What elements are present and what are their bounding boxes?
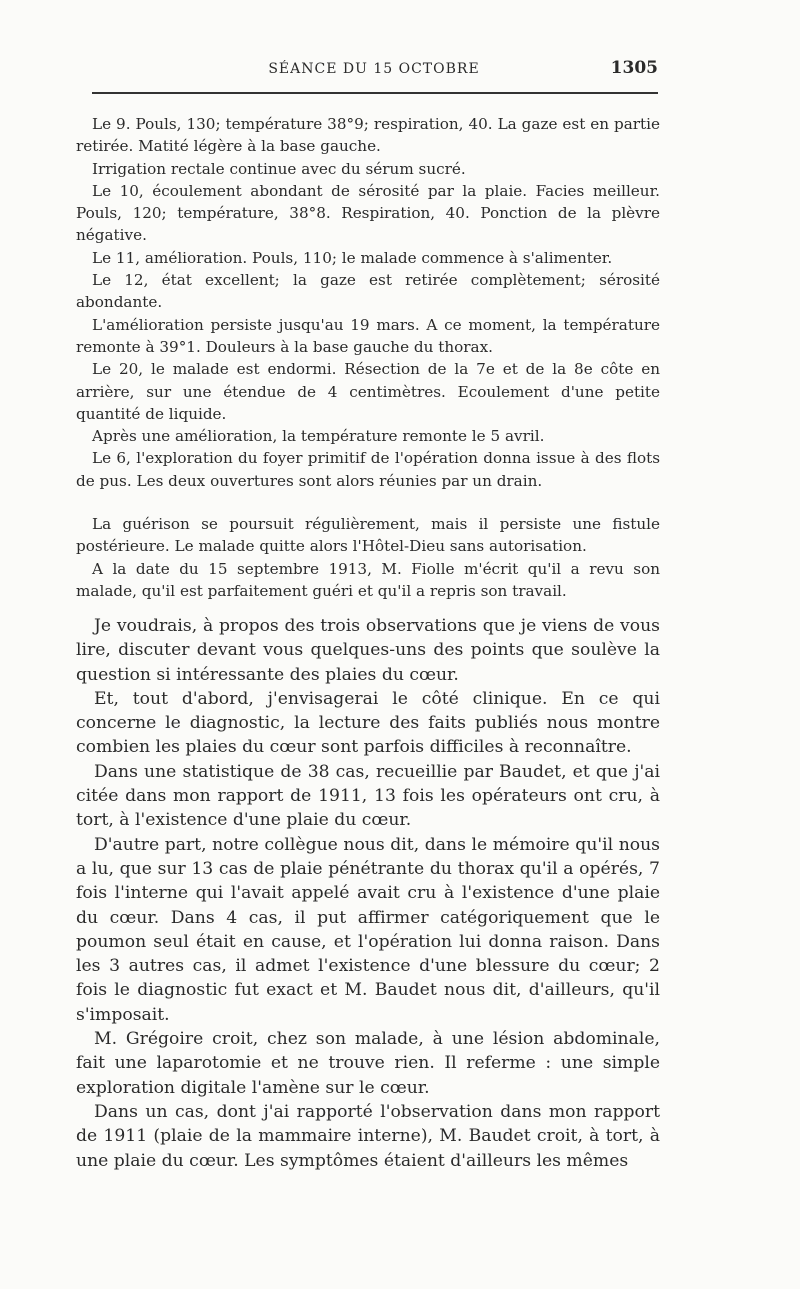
body-paragraph: M. Grégoire croit, chez son malade, à une lésion abdominale, fait une laparotomie et ne trouve rien. Il referme : une simple exploration digitale l'amène sur le cœur. (76, 1029, 660, 1098)
page-header (90, 58, 658, 82)
page-number: 1305 (610, 58, 658, 78)
observation-paragraph: Irrigation rectale continue avec du sérum sucré. (92, 159, 466, 178)
observation-paragraph: Le 9. Pouls, 130; température 38°9; respiration, 40. La gaze est en partie retirée. Matité légère à la base gauche. (76, 115, 660, 156)
section-gap (76, 492, 660, 513)
followup-paragraph: A la date du 15 septembre 1913, M. Fiolle m'écrit qu'il a revu son malade, qu'il est parfaitement guéri et qu'il a repris son travail. (76, 559, 660, 600)
observation-notes (76, 113, 660, 602)
observation-paragraph: Le 10, écoulement abondant de sérosité par la plaie. Facies meilleur. Pouls, 120; température, 38°8. Respiration, 40. Ponction de la plèvre négative. (76, 181, 660, 245)
header-rule (92, 92, 658, 94)
body-paragraph: Je voudrais, à propos des trois observations que je viens de vous lire, discuter devant vous quelques-uns des points que soulève la question si intéressante des plaies du cœur. (76, 616, 660, 685)
observation-paragraph: Le 20, le malade est endormi. Résection de la 7e et de la 8e côte en arrière, sur une étendue de 4 centimètres. Ecoulement d'une petite quantité de liquide. (76, 360, 660, 423)
observation-paragraph: L'amélioration persiste jusqu'au 19 mars. A ce moment, la température remonte à 39°1. Douleurs à la base gauche du thorax. (76, 315, 660, 356)
followup-paragraph: La guérison se poursuit régulièrement, mais il persiste une fistule postérieure. Le malade quitte alors l'Hôtel-Dieu sans autorisation. (76, 515, 660, 556)
observation-paragraph: Le 6, l'exploration du foyer primitif de l'opération donna issue à des flots de pus. Les deux ouvertures sont alors réunies par un drain. (76, 449, 660, 490)
body-paragraph: Dans une statistique de 38 cas, recueillie par Baudet, et que j'ai citée dans mon rapport de 1911, 13 fois les opérateurs ont cru, à tort, à l'existence d'une plaie du cœur. (76, 761, 660, 831)
main-text (76, 614, 660, 1173)
observation-paragraph: Après une amélioration, la température remonte le 5 avril. (92, 427, 545, 446)
body-paragraph: D'autre part, notre collègue nous dit, dans le mémoire qu'il nous a lu, que sur 13 cas de plaie pénétrante du thorax qu'il a opérés, 7 fois l'interne qui l'avait appelé avait cru à l'existence d'une plaie du cœur. Dans 4 cas, il put affirmer catégoriquement que le poumon seul était en cause, et l'opération lui donna raison. Dans les 3 autres cas, il admet l'existence d'une blessure du cœur; 2 fois le diagnostic fut exact et M. Baudet nous dit, d'ailleurs, qu'il s'imposait. (76, 834, 660, 1025)
body-paragraph: Et, tout d'abord, j'envisagerai le côté clinique. En ce qui concerne le diagnostic, la lecture des faits publiés nous montre combien les plaies du cœur sont parfois difficiles à reconnaître. (76, 688, 660, 758)
body-paragraph: Dans un cas, dont j'ai rapporté l'observation dans mon rapport de 1911 (plaie de la mammaire interne), M. Baudet croit, à tort, à une plaie du cœur. Les symptômes étaient d'ailleurs les mêmes (76, 1101, 660, 1171)
observation-paragraph: Le 11, amélioration. Pouls, 110; le malade commence à s'alimenter. (92, 248, 613, 267)
observation-paragraph: Le 12, état excellent; la gaze est retirée complètement; sérosité abondante. (76, 271, 660, 312)
running-head: SÉANCE DU 15 OCTOBRE (268, 61, 480, 77)
